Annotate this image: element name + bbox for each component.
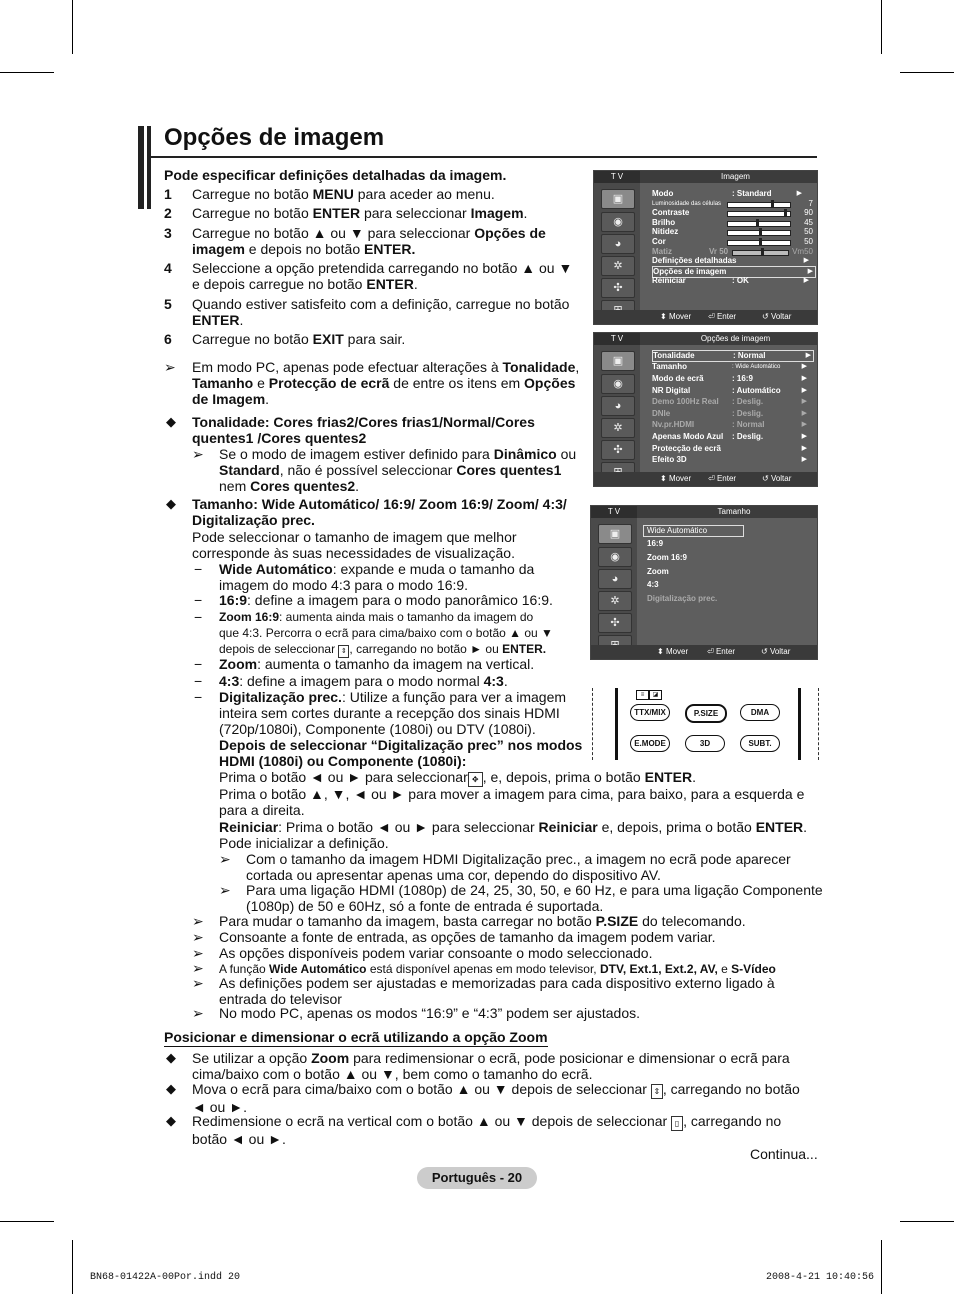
zoom-section-heading: Posicionar e dimensionar o ecrã utilizando a opção Zoom (164, 1029, 548, 1045)
note-pc-modes: No modo PC, apenas os modos “16:9” e “4:3” podem ser ajustados. (219, 1005, 640, 1021)
crop-mark (72, 0, 73, 54)
remote-control-figure (592, 688, 819, 760)
crop-mark (881, 0, 882, 54)
note-arrow-icon: ➢ (219, 882, 231, 898)
tamanho-heading: Tamanho: Wide Automático/ 16:9/ Zoom 16:9/ Zoom/ 4:3/ Digitalização prec. (192, 496, 567, 528)
note-pc: Em modo PC, apenas pode efectuar alterações à Tonalidade, Tamanho e Protecção de ecrã de entre os itens em Opções de Imagem. (192, 359, 580, 407)
tamanho-zoom: Zoom: aumenta o tamanho da imagem na vertical. (219, 656, 535, 672)
crop-mark (900, 72, 954, 73)
menu-row-definicoes[interactable]: Definições detalhadas ▶ (652, 256, 809, 265)
step-number: 6 (164, 331, 172, 347)
setup-icon[interactable]: ✲ (601, 256, 635, 276)
dash-bullet: − (194, 673, 203, 689)
menu-sidebar (594, 183, 640, 310)
dash-bullet: − (194, 656, 203, 672)
back-hint: ↺ Voltar (762, 474, 792, 483)
setup-icon[interactable]: ✲ (601, 418, 635, 438)
enter-hint: ⏎ Enter (707, 647, 736, 656)
step-number: 2 (164, 205, 172, 221)
tamanho-dig: Digitalização prec.: Utilize a função para ver a imagem inteira sem cortes durante a recepção dos sinais HDMI (720p/1080i), Componente (1080i) ou DTV (1080i). Depois de seleccionar “Digitalização prec” nos modos HDMI (1080i) ou Componente (1080i): (219, 689, 583, 769)
hdmi-note-2: Para uma ligação HDMI (1080p) de 24, 25, 30, 50, e 60 Hz, e para uma ligação Componente (1080p) de 50 e 60Hz, só a fonte de entrada é suportada. (246, 882, 823, 914)
note-arrow-icon: ➢ (192, 446, 204, 462)
move-hint: ⬍ Mover (660, 474, 692, 483)
menu-row-43[interactable]: 4:3 (647, 580, 659, 589)
zoom-bullet-3: Redimensione o ecrã na vertical com o botão ▲ ou ▼ depois de seleccionar ▯ , carregando no botão ◄ ou ►. (192, 1113, 782, 1147)
footer-date: 2008-4-21 10:40:56 (766, 1272, 875, 1283)
input-icon[interactable]: ✣ (601, 440, 635, 460)
intro-text: Pode especificar definições detalhadas da imagem. (164, 167, 507, 183)
menu-footer (591, 645, 817, 659)
note-memory: As definições podem ser ajustadas e memorizadas para cada dispositivo externo ligado à entrada do televisor (219, 975, 775, 1007)
tv-menu-opcoes (593, 332, 818, 487)
step-number: 1 (164, 186, 172, 202)
input-icon[interactable]: ✣ (601, 278, 635, 298)
menu-row-modo-ecra[interactable]: Modo de ecrã : 16:9 ▶ (652, 374, 807, 383)
menu-title: Tamanho (717, 507, 751, 516)
title-bar (147, 126, 151, 209)
slider[interactable] (727, 240, 791, 246)
step-number: 3 (164, 225, 172, 241)
note-arrow-icon: ➢ (164, 359, 176, 375)
menu-row-zoom169[interactable]: Zoom 16:9 (647, 553, 688, 562)
slider[interactable] (727, 202, 791, 208)
picture-icon[interactable]: ▣ (598, 524, 632, 544)
crop-mark (0, 72, 54, 73)
menu-tv-label: T V (594, 171, 640, 183)
menu-row-nvpr-hdmi[interactable]: Nv.pr.HDMI : Normal ▶ (652, 420, 807, 429)
menu-row-zoom[interactable]: Zoom (647, 567, 669, 576)
slider[interactable] (727, 211, 791, 217)
note-arrow-icon: ➢ (192, 960, 204, 976)
note-mode: As opções disponíveis podem variar consoante o modo seleccionado. (219, 945, 653, 961)
hdmi-note-1: Com o tamanho da imagem HDMI Digitalização prec., a imagem no ecrã pode aparecer cortada ou apresentar apenas uma cor, dependo do dispositivo AV. (246, 851, 791, 883)
menu-footer (594, 472, 817, 486)
3d-button[interactable]: 3D (685, 735, 725, 752)
enter-hint: ⏎ Enter (708, 474, 737, 483)
crop-mark (881, 1240, 882, 1294)
sound-icon[interactable]: ◉ (601, 374, 635, 394)
menu-row-reiniciar[interactable]: Reiniciar : OK ▶ (652, 276, 809, 285)
ttx-mix-button[interactable]: TTX/MIX (630, 704, 670, 721)
tonalidade-heading: Tonalidade: Cores frias2/Cores frias1/Normal/Cores quentes1 /Cores quentes2 (192, 414, 535, 446)
setup-icon[interactable]: ✲ (598, 591, 632, 611)
tamanho-press1: Prima o botão ◄ ou ► para seleccionar ✥ , e, depois, prima o botão ENTER. (219, 769, 696, 785)
step-3: Carregue no botão ▲ ou ▼ para seleccionar Opções de imagem e depois no botão ENTER. (192, 225, 546, 257)
menu-sidebar (591, 518, 637, 645)
crop-mark (0, 1221, 54, 1222)
menu-row-demo[interactable]: Demo 100Hz Real : Deslig. ▶ (652, 397, 807, 406)
page-title: Opções de imagem (164, 124, 385, 151)
note-arrow-icon: ➢ (192, 929, 204, 945)
move-hint: ⬍ Mover (660, 312, 692, 321)
step-number: 4 (164, 260, 172, 276)
crop-mark (900, 1221, 954, 1222)
dma-button[interactable]: DMA (740, 704, 780, 721)
tamanho-reset: Reiniciar: Prima o botão ◄ ou ► para seleccionar Reiniciar e, depois, prima o botão ENTER. Pode inicializar a definição. (219, 819, 808, 851)
dash-bullet: − (194, 609, 203, 625)
dash-bullet: − (194, 689, 203, 705)
sound-icon[interactable]: ◉ (598, 547, 632, 567)
note-arrow-icon: ➢ (192, 1005, 204, 1021)
step-5: Quando estiver satisfeito com a definição, carregue no botão ENTER. (192, 296, 570, 328)
picture-icon[interactable]: ▣ (601, 351, 635, 371)
menu-row-nitidez[interactable]: Nitidez (652, 227, 679, 236)
bullet-diamond-icon: ◆ (166, 1113, 176, 1128)
step-6: Carregue no botão EXIT para sair. (192, 331, 406, 347)
note-arrow-icon: ➢ (192, 975, 204, 991)
menu-row-brilho[interactable]: Brilho (652, 218, 676, 227)
teletext-icon: ≡ (636, 690, 649, 700)
menu-row-proteccao[interactable]: Protecção de ecrã ▶ (652, 444, 807, 453)
menu-row-digitalizacao[interactable]: Digitalização prec. (647, 594, 718, 603)
scroll-icon: ⇕ (651, 1084, 663, 1099)
bullet-diamond-icon: ◆ (166, 414, 176, 429)
slider[interactable] (727, 221, 791, 227)
resize-icon: ▯ (671, 1116, 683, 1131)
tamanho-intro: Pode seleccionar o tamanho de imagem que melhor corresponde às suas necessidades de visualização. (192, 529, 517, 561)
channel-icon[interactable]: ◕ (598, 569, 632, 589)
back-hint: ↺ Voltar (761, 647, 791, 656)
tamanho-press2: Prima o botão ▲, ▼, ◄ ou ► para mover a imagem para cima, para baixo, para a esquerda e para a direita. (219, 786, 805, 818)
menu-row-nr-digital[interactable]: NR Digital : Automático ▶ (652, 386, 807, 395)
note-wide: A função Wide Automático está disponível apenas em modo televisor, DTV, Ext.1, Ext.2, AV, e S-Vídeo (219, 962, 776, 976)
note-source: Consoante a fonte de entrada, as opções de tamanho da imagem podem variar. (219, 929, 716, 945)
tv-menu-imagem: T V Imagem ▣ ◉ ◕ ✲ ✣ Modo : Standard ▶ Luminosidade das células 7 Contraste 90 Brilho 45 Nitidez 50 Cor 50 Matiz Vr 50 Vm50 Definições detalhadas ▶ Opções de imagem ▶ Reiniciar : OK ▶ ⬍ Mover ⏎ Enter ↺ Voltar (593, 170, 818, 325)
picture-icon[interactable]: ▣ (601, 189, 635, 209)
channel-icon[interactable]: ◕ (601, 396, 635, 416)
sound-icon[interactable]: ◉ (601, 212, 635, 232)
title-rule (151, 156, 817, 158)
menu-tv-label: T V (594, 333, 640, 345)
back-hint: ↺ Voltar (762, 312, 792, 321)
menu-sidebar (594, 345, 640, 472)
continua-text: Continua... (750, 1146, 818, 1162)
zoom-bullet-1: Se utilizar a opção Zoom para redimensionar o ecrã, pode posicionar e dimensionar o ecrã para cima/baixo com o botão ▲ ou ▼, bem como o tamanho do ecrã. (192, 1050, 790, 1082)
subt-button[interactable]: SUBT. (740, 735, 780, 752)
note-psize: Para mudar o tamanho da imagem, basta carregar no botão P.SIZE do telecomando. (219, 913, 746, 929)
menu-tv-label: T V (591, 506, 637, 518)
tv-menu-tamanho (590, 505, 818, 660)
emode-button[interactable]: E.MODE (630, 735, 670, 752)
teletext-mix-icon: ◪ (649, 690, 662, 700)
note-arrow-icon: ➢ (192, 913, 204, 929)
menu-row-cor[interactable]: Cor (652, 237, 666, 246)
menu-row-contraste[interactable]: Contraste (652, 208, 690, 217)
channel-icon[interactable]: ◕ (601, 234, 635, 254)
title-bar (138, 126, 144, 209)
bullet-diamond-icon: ◆ (166, 1050, 176, 1065)
menu-title: Opções de imagem (700, 334, 771, 343)
tamanho-zoom169: Zoom 16:9: aumenta ainda mais o tamanho da imagem do que 4:3. Percorra o ecrã para cima/baixo com o botão ▲ ou ▼ depois de seleccionar ⇕ , carregando no botão ► ou ENTER. (219, 610, 553, 656)
slider[interactable] (727, 230, 791, 236)
input-icon[interactable]: ✣ (598, 613, 632, 633)
zoom-bullet-2: Mova o ecrã para cima/baixo com o botão ▲ ou ▼ depois de seleccionar ⇕ , carregando no botão ◄ ou ►. (192, 1081, 800, 1115)
note-arrow-icon: ➢ (219, 851, 231, 867)
tonalidade-note: Se o modo de imagem estiver definido para Dinâmico ou Standard, não é possível seleccionar Cores quentes1 nem Cores quentes2. (219, 446, 577, 494)
menu-title: Imagem (721, 172, 750, 181)
step-2: Carregue no botão ENTER para seleccionar Imagem. (192, 205, 528, 221)
move-icon: ✥ (468, 772, 483, 787)
menu-row-169[interactable]: 16:9 (647, 539, 664, 548)
step-4: Seleccione a opção pretendida carregando no botão ▲ ou ▼ e depois carregue no botão ENTER. (192, 260, 573, 292)
scroll-icon: ⇕ (338, 645, 349, 658)
move-hint: ⬍ Mover (657, 647, 689, 656)
step-1: Carregue no botão MENU para aceder ao menu. (192, 186, 495, 202)
menu-row-dnie[interactable]: DNIe : Deslig. ▶ (652, 409, 807, 418)
menu-row-wide[interactable]: Wide Automático (643, 525, 744, 537)
menu-footer (594, 310, 817, 324)
menu-row-tamanho[interactable]: Tamanho : Wide Automático ▶ (652, 362, 807, 371)
menu-row-modo-azul[interactable]: Apenas Modo Azul : Deslig. ▶ (652, 432, 807, 441)
tamanho-169: 16:9: define a imagem para o modo panorâmico 16:9. (219, 592, 553, 608)
crop-mark (72, 1240, 73, 1294)
menu-row-efeito-3d[interactable]: Efeito 3D ▶ (652, 455, 807, 464)
note-arrow-icon: ➢ (192, 945, 204, 961)
bullet-diamond-icon: ◆ (166, 1081, 176, 1096)
footer-file: BN68-01422A-00Por.indd 20 (90, 1272, 241, 1283)
page-number: Português - 20 (417, 1167, 537, 1189)
menu-row-matiz[interactable]: Matiz (652, 247, 672, 256)
psize-button[interactable]: P.SIZE (685, 704, 727, 723)
menu-row-modo[interactable]: Modo : Standard ▶ (652, 189, 802, 198)
remote-body (615, 688, 801, 760)
enter-hint: ⏎ Enter (708, 312, 737, 321)
tamanho-wide: Wide Automático: expande e muda o tamanho da imagem do modo 4:3 para o modo 16:9. (219, 561, 535, 593)
menu-row-opcoes-imagem[interactable]: Opções de imagem ▶ (652, 266, 816, 278)
bullet-diamond-icon: ◆ (166, 496, 176, 511)
menu-row-tonalidade[interactable]: Tonalidade : Normal ▶ (652, 350, 814, 362)
dash-bullet: − (194, 561, 203, 577)
step-number: 5 (164, 296, 172, 312)
dash-bullet: − (194, 592, 203, 608)
tamanho-43: 4:3: define a imagem para o modo normal 4:3. (219, 673, 508, 689)
menu-row-luminosidade[interactable]: Luminosidade das células (652, 201, 722, 207)
